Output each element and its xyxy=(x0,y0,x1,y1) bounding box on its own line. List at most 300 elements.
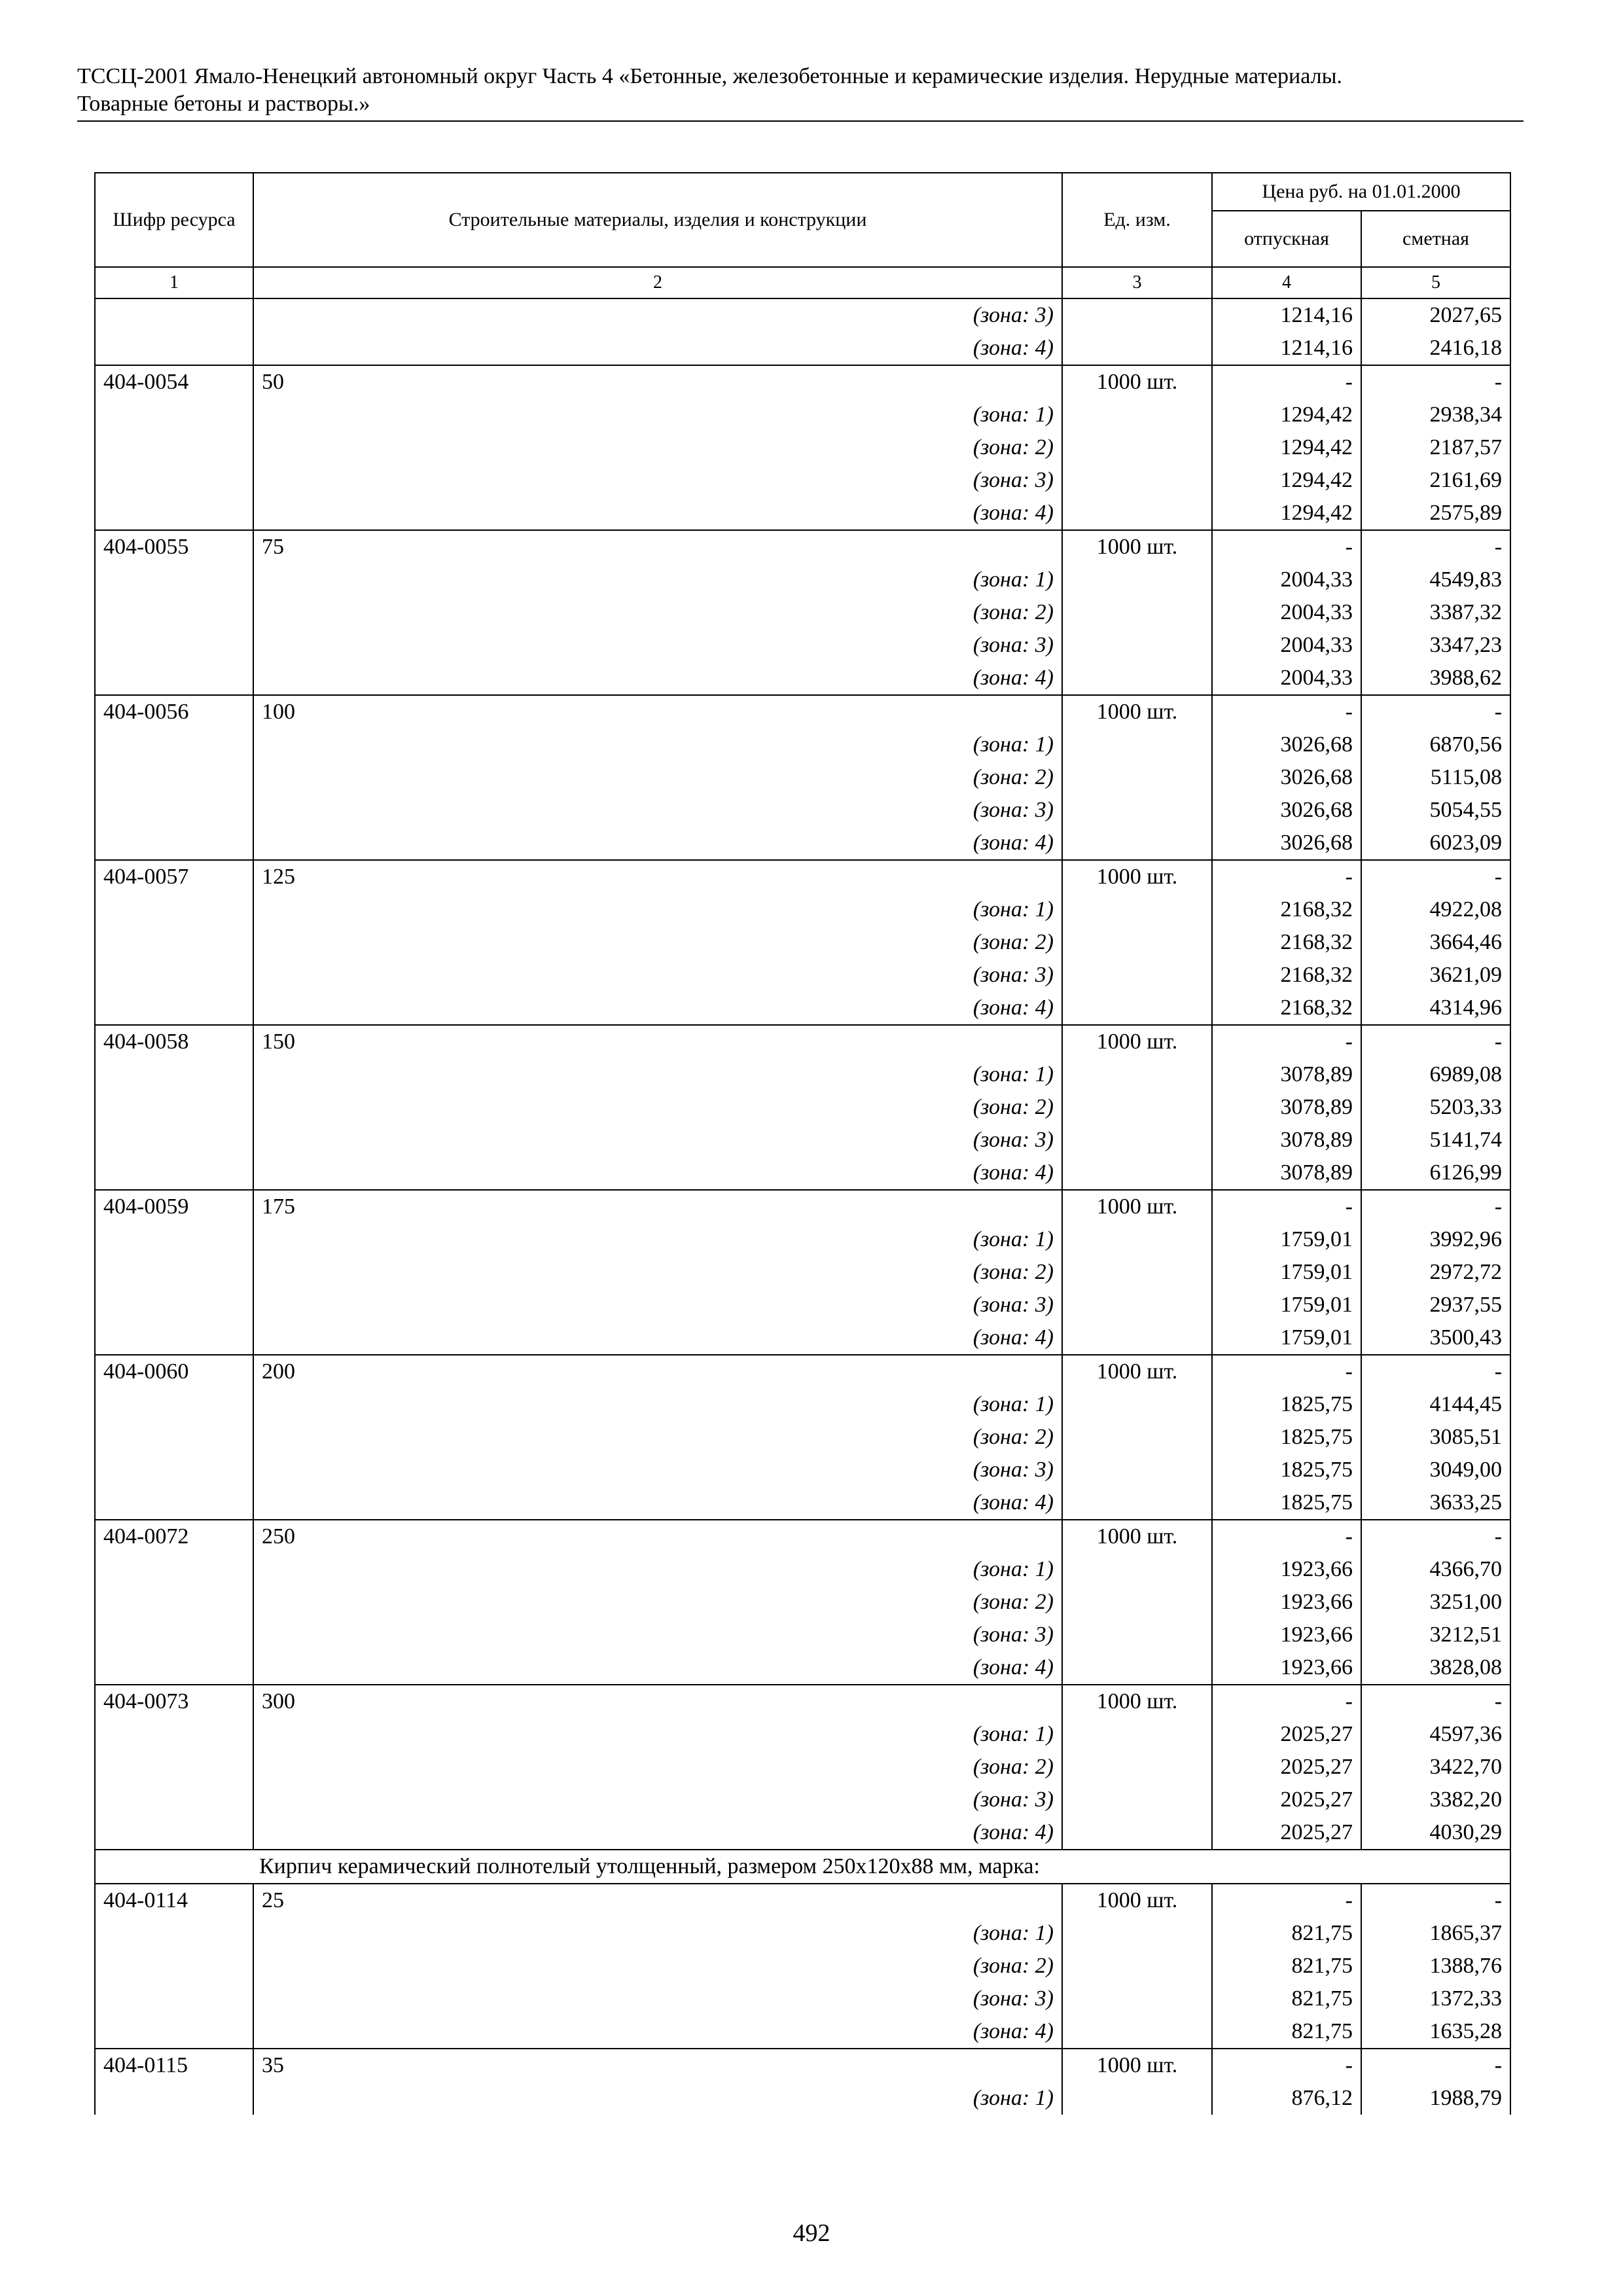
unit-cell: 1000 шт. xyxy=(1062,1520,1212,1553)
item-row xyxy=(95,1025,1510,1058)
estimate-price: 2161,69 xyxy=(1361,464,1510,497)
unit-cell: 1000 шт. xyxy=(1062,365,1212,399)
header-line-1: ТССЦ-2001 Ямало-Ненецкий автономный округ Часть 4 «Бетонные, железобетонные и керамические изделия. Нерудные материалы. xyxy=(77,64,1342,88)
unit-cell xyxy=(1062,728,1212,761)
unit-cell xyxy=(1062,2082,1212,2115)
zone-row xyxy=(95,332,1510,365)
wholesale-price: 2025,27 xyxy=(1212,1751,1361,1784)
zone-row xyxy=(95,596,1510,629)
resource-code xyxy=(95,464,253,497)
unit-cell xyxy=(1062,1223,1212,1256)
wholesale-price: - xyxy=(1212,695,1361,728)
document-header xyxy=(77,63,1524,122)
price-table-body xyxy=(95,298,1510,2115)
unit-cell xyxy=(1062,1157,1212,1190)
header-name: Строительные материалы, изделия и конструкции xyxy=(253,173,1062,267)
zone-label: (зона: 2) xyxy=(253,1586,1062,1619)
wholesale-price: 3078,89 xyxy=(1212,1058,1361,1091)
resource-code xyxy=(95,2015,253,2049)
estimate-price: 3664,46 xyxy=(1361,926,1510,959)
zone-label: (зона: 3) xyxy=(253,1454,1062,1486)
resource-code: 404-0060 xyxy=(95,1355,253,1388)
resource-code: 404-0054 xyxy=(95,365,253,399)
resource-code xyxy=(95,1256,253,1289)
unit-cell xyxy=(1062,992,1212,1025)
zone-row xyxy=(95,1784,1510,1816)
wholesale-price: - xyxy=(1212,1884,1361,1917)
resource-code xyxy=(95,1917,253,1950)
resource-code xyxy=(95,1784,253,1816)
unit-cell xyxy=(1062,596,1212,629)
wholesale-price: - xyxy=(1212,1190,1361,1223)
zone-row xyxy=(95,2015,1510,2049)
resource-code xyxy=(95,564,253,596)
wholesale-price: 1825,75 xyxy=(1212,1388,1361,1421)
unit-cell xyxy=(1062,332,1212,365)
zone-row xyxy=(95,1917,1510,1950)
zone-label: (зона: 3) xyxy=(253,464,1062,497)
resource-code xyxy=(95,1388,253,1421)
wholesale-price: 2004,33 xyxy=(1212,596,1361,629)
item-row xyxy=(95,860,1510,893)
unit-cell: 1000 шт. xyxy=(1062,1190,1212,1223)
zone-label: (зона: 4) xyxy=(253,662,1062,695)
estimate-price: 3251,00 xyxy=(1361,1586,1510,1619)
unit-cell xyxy=(1062,1256,1212,1289)
estimate-price: - xyxy=(1361,860,1510,893)
estimate-price: 6023,09 xyxy=(1361,827,1510,860)
zone-label: (зона: 3) xyxy=(253,1619,1062,1651)
zone-label: (зона: 4) xyxy=(253,992,1062,1025)
wholesale-price: - xyxy=(1212,2049,1361,2082)
zone-row xyxy=(95,1223,1510,1256)
resource-code xyxy=(95,1421,253,1454)
zone-row xyxy=(95,1321,1510,1355)
zone-label: (зона: 1) xyxy=(253,1058,1062,1091)
estimate-price: - xyxy=(1361,1025,1510,1058)
wholesale-price: 2025,27 xyxy=(1212,1718,1361,1751)
resource-code xyxy=(95,893,253,926)
wholesale-price: 3026,68 xyxy=(1212,761,1361,794)
unit-cell xyxy=(1062,2015,1212,2049)
unit-cell xyxy=(1062,1950,1212,1982)
estimate-price: 4314,96 xyxy=(1361,992,1510,1025)
zone-label: (зона: 3) xyxy=(253,629,1062,662)
zone-label: (зона: 1) xyxy=(253,1388,1062,1421)
estimate-price: 2575,89 xyxy=(1361,497,1510,530)
estimate-price: 1635,28 xyxy=(1361,2015,1510,2049)
column-number: 4 xyxy=(1212,267,1361,298)
wholesale-price: 2168,32 xyxy=(1212,959,1361,992)
estimate-price: - xyxy=(1361,365,1510,399)
zone-label: (зона: 1) xyxy=(253,1917,1062,1950)
estimate-price: - xyxy=(1361,695,1510,728)
wholesale-price: 1759,01 xyxy=(1212,1256,1361,1289)
zone-label: (зона: 1) xyxy=(253,564,1062,596)
unit-cell: 1000 шт. xyxy=(1062,1025,1212,1058)
unit-cell xyxy=(1062,926,1212,959)
unit-cell xyxy=(1062,1917,1212,1950)
zone-row xyxy=(95,629,1510,662)
unit-cell xyxy=(1062,1784,1212,1816)
resource-code xyxy=(95,1982,253,2015)
zone-row xyxy=(95,1553,1510,1586)
resource-code xyxy=(95,298,253,332)
estimate-price: - xyxy=(1361,1884,1510,1917)
estimate-price: 4597,36 xyxy=(1361,1718,1510,1751)
unit-cell xyxy=(1062,893,1212,926)
resource-code: 404-0055 xyxy=(95,530,253,564)
header-unit: Ед. изм. xyxy=(1062,173,1212,267)
estimate-price: 3992,96 xyxy=(1361,1223,1510,1256)
column-numbers-row xyxy=(95,267,1510,298)
resource-code xyxy=(95,1586,253,1619)
zone-row xyxy=(95,2082,1510,2115)
estimate-price: 2416,18 xyxy=(1361,332,1510,365)
estimate-price: 5141,74 xyxy=(1361,1124,1510,1157)
zone-row xyxy=(95,728,1510,761)
zone-row xyxy=(95,1982,1510,2015)
zone-row xyxy=(95,827,1510,860)
zone-label: (зона: 4) xyxy=(253,332,1062,365)
wholesale-price: 2004,33 xyxy=(1212,629,1361,662)
unit-cell: 1000 шт. xyxy=(1062,1685,1212,1718)
estimate-price: 3085,51 xyxy=(1361,1421,1510,1454)
resource-code xyxy=(95,794,253,827)
resource-code xyxy=(95,926,253,959)
unit-cell xyxy=(1062,1321,1212,1355)
zone-label: (зона: 1) xyxy=(253,399,1062,431)
zone-row xyxy=(95,1454,1510,1486)
unit-cell xyxy=(1062,1289,1212,1321)
estimate-price: 2027,65 xyxy=(1361,298,1510,332)
unit-cell xyxy=(1062,1058,1212,1091)
zone-row xyxy=(95,1058,1510,1091)
resource-code xyxy=(95,596,253,629)
resource-code xyxy=(95,959,253,992)
item-row xyxy=(95,365,1510,399)
material-name: 250 xyxy=(253,1520,1062,1553)
wholesale-price: 1825,75 xyxy=(1212,1454,1361,1486)
material-name: 25 xyxy=(253,1884,1062,1917)
zone-label: (зона: 2) xyxy=(253,1421,1062,1454)
wholesale-price: 1923,66 xyxy=(1212,1619,1361,1651)
zone-row xyxy=(95,1751,1510,1784)
unit-cell xyxy=(1062,497,1212,530)
unit-cell: 1000 шт. xyxy=(1062,1884,1212,1917)
zone-label: (зона: 1) xyxy=(253,1718,1062,1751)
zone-label: (зона: 1) xyxy=(253,1553,1062,1586)
unit-cell xyxy=(1062,1586,1212,1619)
unit-cell xyxy=(1062,794,1212,827)
wholesale-price: - xyxy=(1212,365,1361,399)
unit-cell xyxy=(1062,959,1212,992)
estimate-price: 3049,00 xyxy=(1361,1454,1510,1486)
estimate-price: 2972,72 xyxy=(1361,1256,1510,1289)
zone-row xyxy=(95,1157,1510,1190)
wholesale-price: - xyxy=(1212,530,1361,564)
column-number: 1 xyxy=(95,267,253,298)
estimate-price: 2938,34 xyxy=(1361,399,1510,431)
resource-code: 404-0057 xyxy=(95,860,253,893)
unit-cell xyxy=(1062,1388,1212,1421)
wholesale-price: 3026,68 xyxy=(1212,827,1361,860)
resource-code xyxy=(95,1454,253,1486)
estimate-price: 1865,37 xyxy=(1361,1917,1510,1950)
unit-cell xyxy=(1062,827,1212,860)
material-name: 100 xyxy=(253,695,1062,728)
wholesale-price: 2004,33 xyxy=(1212,662,1361,695)
zone-label: (зона: 2) xyxy=(253,596,1062,629)
resource-code xyxy=(95,1058,253,1091)
estimate-price: 3382,20 xyxy=(1361,1784,1510,1816)
unit-cell xyxy=(1062,1421,1212,1454)
item-row xyxy=(95,1884,1510,1917)
resource-code xyxy=(95,1553,253,1586)
zone-row xyxy=(95,298,1510,332)
wholesale-price: 3026,68 xyxy=(1212,728,1361,761)
zone-row xyxy=(95,1124,1510,1157)
item-row xyxy=(95,1190,1510,1223)
zone-row xyxy=(95,1586,1510,1619)
estimate-price: 3347,23 xyxy=(1361,629,1510,662)
wholesale-price: 821,75 xyxy=(1212,1982,1361,2015)
zone-row xyxy=(95,1950,1510,1982)
header-price-group: Цена руб. на 01.01.2000 xyxy=(1212,173,1510,211)
unit-cell: 1000 шт. xyxy=(1062,860,1212,893)
unit-cell xyxy=(1062,1619,1212,1651)
estimate-price: 3988,62 xyxy=(1361,662,1510,695)
resource-code xyxy=(95,1718,253,1751)
resource-code xyxy=(95,1816,253,1850)
resource-code xyxy=(95,2082,253,2115)
resource-code xyxy=(95,1950,253,1982)
resource-code: 404-0058 xyxy=(95,1025,253,1058)
resource-code xyxy=(95,629,253,662)
resource-code xyxy=(95,332,253,365)
wholesale-price: 2168,32 xyxy=(1212,893,1361,926)
estimate-price: 3633,25 xyxy=(1361,1486,1510,1520)
resource-code xyxy=(95,1223,253,1256)
estimate-price: 4922,08 xyxy=(1361,893,1510,926)
unit-cell xyxy=(1062,761,1212,794)
zone-row xyxy=(95,564,1510,596)
estimate-price: 4549,83 xyxy=(1361,564,1510,596)
wholesale-price: 2025,27 xyxy=(1212,1784,1361,1816)
zone-label: (зона: 2) xyxy=(253,1091,1062,1124)
unit-cell xyxy=(1062,399,1212,431)
zone-label: (зона: 3) xyxy=(253,1124,1062,1157)
resource-code: 404-0059 xyxy=(95,1190,253,1223)
estimate-price: - xyxy=(1361,1355,1510,1388)
wholesale-price: 3078,89 xyxy=(1212,1091,1361,1124)
estimate-price: - xyxy=(1361,1190,1510,1223)
resource-code xyxy=(95,1091,253,1124)
header-estimate: сметная xyxy=(1361,211,1510,267)
resource-code: 404-0073 xyxy=(95,1685,253,1718)
column-number: 5 xyxy=(1361,267,1510,298)
estimate-price: 1372,33 xyxy=(1361,1982,1510,2015)
estimate-price: 3422,70 xyxy=(1361,1751,1510,1784)
zone-row xyxy=(95,1651,1510,1685)
zone-label: (зона: 3) xyxy=(253,1784,1062,1816)
zone-row xyxy=(95,1718,1510,1751)
estimate-price: 1388,76 xyxy=(1361,1950,1510,1982)
zone-row xyxy=(95,662,1510,695)
zone-label: (зона: 4) xyxy=(253,1321,1062,1355)
wholesale-price: 3078,89 xyxy=(1212,1157,1361,1190)
zone-label: (зона: 3) xyxy=(253,794,1062,827)
wholesale-price: 1294,42 xyxy=(1212,431,1361,464)
unit-cell xyxy=(1062,1816,1212,1850)
zone-row xyxy=(95,1486,1510,1520)
wholesale-price: - xyxy=(1212,1355,1361,1388)
wholesale-price: 1923,66 xyxy=(1212,1651,1361,1685)
wholesale-price: 821,75 xyxy=(1212,1917,1361,1950)
column-number: 3 xyxy=(1062,267,1212,298)
material-name: 35 xyxy=(253,2049,1062,2082)
zone-label: (зона: 3) xyxy=(253,1982,1062,2015)
item-row xyxy=(95,2049,1510,2082)
wholesale-price: 1825,75 xyxy=(1212,1486,1361,1520)
material-name: 50 xyxy=(253,365,1062,399)
zone-row xyxy=(95,1619,1510,1651)
zone-label: (зона: 4) xyxy=(253,1157,1062,1190)
unit-cell xyxy=(1062,564,1212,596)
wholesale-price: 3078,89 xyxy=(1212,1124,1361,1157)
estimate-price: 3500,43 xyxy=(1361,1321,1510,1355)
wholesale-price: 1294,42 xyxy=(1212,399,1361,431)
estimate-price: - xyxy=(1361,1520,1510,1553)
resource-code: 404-0114 xyxy=(95,1884,253,1917)
section-heading: Кирпич керамический полнотелый утолщенный, размером 250x120x88 мм, марка: xyxy=(95,1850,1510,1884)
wholesale-price: - xyxy=(1212,1520,1361,1553)
estimate-price: - xyxy=(1361,530,1510,564)
header-wholesale: отпускная xyxy=(1212,211,1361,267)
zone-label: (зона: 2) xyxy=(253,1950,1062,1982)
zone-row xyxy=(95,1421,1510,1454)
estimate-price: 6870,56 xyxy=(1361,728,1510,761)
estimate-price: 3387,32 xyxy=(1361,596,1510,629)
unit-cell xyxy=(1062,1124,1212,1157)
estimate-price: 1988,79 xyxy=(1361,2082,1510,2115)
zone-label: (зона: 4) xyxy=(253,497,1062,530)
unit-cell xyxy=(1062,1486,1212,1520)
estimate-price: 3828,08 xyxy=(1361,1651,1510,1685)
wholesale-price: 1759,01 xyxy=(1212,1223,1361,1256)
unit-cell: 1000 шт. xyxy=(1062,695,1212,728)
resource-code xyxy=(95,1157,253,1190)
zone-row xyxy=(95,926,1510,959)
unit-cell xyxy=(1062,629,1212,662)
resource-code xyxy=(95,497,253,530)
unit-cell xyxy=(1062,1718,1212,1751)
estimate-price: 3621,09 xyxy=(1361,959,1510,992)
estimate-price: 5115,08 xyxy=(1361,761,1510,794)
wholesale-price: 1759,01 xyxy=(1212,1289,1361,1321)
estimate-price: 2187,57 xyxy=(1361,431,1510,464)
resource-code xyxy=(95,1751,253,1784)
zone-label: (зона: 4) xyxy=(253,1651,1062,1685)
zone-row xyxy=(95,1256,1510,1289)
unit-cell xyxy=(1062,1751,1212,1784)
zone-label: (зона: 4) xyxy=(253,827,1062,860)
resource-code xyxy=(95,992,253,1025)
estimate-price: 5054,55 xyxy=(1361,794,1510,827)
estimate-price: 2937,55 xyxy=(1361,1289,1510,1321)
resource-code: 404-0072 xyxy=(95,1520,253,1553)
zone-label: (зона: 3) xyxy=(253,1289,1062,1321)
item-row xyxy=(95,1685,1510,1718)
resource-code xyxy=(95,1289,253,1321)
unit-cell xyxy=(1062,1651,1212,1685)
zone-row xyxy=(95,497,1510,530)
resource-code xyxy=(95,728,253,761)
zone-label: (зона: 1) xyxy=(253,728,1062,761)
zone-row xyxy=(95,794,1510,827)
resource-code xyxy=(95,399,253,431)
unit-cell xyxy=(1062,1091,1212,1124)
header-code: Шифр ресурса xyxy=(95,173,253,267)
resource-code: 404-0115 xyxy=(95,2049,253,2082)
material-name: 75 xyxy=(253,530,1062,564)
page-number: 492 xyxy=(793,2219,830,2247)
wholesale-price: 2004,33 xyxy=(1212,564,1361,596)
item-row xyxy=(95,1355,1510,1388)
zone-label: (зона: 2) xyxy=(253,1256,1062,1289)
resource-code xyxy=(95,1619,253,1651)
unit-cell xyxy=(1062,1454,1212,1486)
zone-row xyxy=(95,1289,1510,1321)
item-row xyxy=(95,1520,1510,1553)
zone-label: (зона: 1) xyxy=(253,2082,1062,2115)
estimate-price: 5203,33 xyxy=(1361,1091,1510,1124)
zone-row xyxy=(95,464,1510,497)
wholesale-price: 1214,16 xyxy=(1212,298,1361,332)
material-name: 200 xyxy=(253,1355,1062,1388)
zone-label: (зона: 2) xyxy=(253,1751,1062,1784)
wholesale-price: 821,75 xyxy=(1212,1950,1361,1982)
resource-code xyxy=(95,1651,253,1685)
zone-row xyxy=(95,399,1510,431)
header-line-2: Товарные бетоны и растворы.» xyxy=(77,92,370,116)
zone-row xyxy=(95,1091,1510,1124)
price-table xyxy=(94,172,1511,2115)
resource-code xyxy=(95,431,253,464)
wholesale-price: 1759,01 xyxy=(1212,1321,1361,1355)
resource-code xyxy=(95,1486,253,1520)
wholesale-price: 1825,75 xyxy=(1212,1421,1361,1454)
zone-row xyxy=(95,893,1510,926)
zone-label: (зона: 1) xyxy=(253,1223,1062,1256)
zone-row xyxy=(95,1816,1510,1850)
unit-cell xyxy=(1062,1982,1212,2015)
unit-cell xyxy=(1062,298,1212,332)
resource-code xyxy=(95,662,253,695)
zone-row xyxy=(95,959,1510,992)
item-row xyxy=(95,695,1510,728)
material-name: 150 xyxy=(253,1025,1062,1058)
zone-label: (зона: 3) xyxy=(253,959,1062,992)
wholesale-price: 2168,32 xyxy=(1212,926,1361,959)
material-name: 300 xyxy=(253,1685,1062,1718)
material-name: 125 xyxy=(253,860,1062,893)
resource-code: 404-0056 xyxy=(95,695,253,728)
column-number: 2 xyxy=(253,267,1062,298)
wholesale-price: 1294,42 xyxy=(1212,497,1361,530)
wholesale-price: 876,12 xyxy=(1212,2082,1361,2115)
zone-label: (зона: 2) xyxy=(253,926,1062,959)
